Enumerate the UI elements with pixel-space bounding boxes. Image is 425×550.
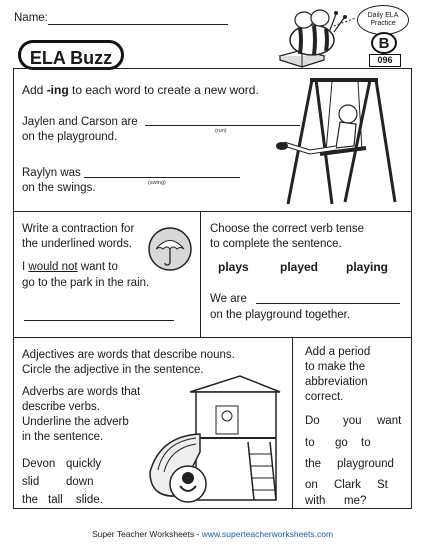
sentence2-start: Raylyn was	[22, 167, 81, 179]
verb-option-played[interactable]: played	[280, 260, 319, 274]
question-word: go	[335, 437, 348, 449]
question-word: Do	[305, 415, 320, 427]
question-word: to	[305, 437, 315, 449]
section3-sentence-2: on the playground together.	[210, 309, 351, 321]
section2-instruction-2: the underlined words.	[22, 238, 132, 250]
bee-reading-icon	[272, 4, 362, 68]
section3-sentence-1: We are	[210, 293, 247, 305]
verb-answer-line[interactable]	[256, 303, 400, 304]
sentence2-end: on the swings.	[22, 182, 96, 194]
name-line[interactable]	[48, 24, 228, 25]
section5-instruction-3: abbreviation	[305, 376, 368, 388]
umbrella-icon	[147, 226, 193, 272]
section1-instruction: Add -ing to each word to create a new word.	[22, 83, 259, 97]
child-on-swing-illustration	[270, 74, 405, 206]
daily-ela-badge: Daily ELA Practice	[357, 5, 409, 35]
section5-instruction-2: to make the	[305, 361, 366, 373]
page-title: ELA Buzz	[18, 40, 124, 70]
playground-slide-illustration	[130, 372, 288, 506]
question-word: want	[377, 415, 402, 427]
hint-run: (run)	[215, 128, 227, 134]
answer-line-swing[interactable]	[84, 177, 240, 178]
section2-instruction-1: Write a contraction for	[22, 223, 135, 235]
section3-instruction-2: to complete the sentence.	[210, 238, 342, 250]
divider	[13, 211, 412, 212]
sentence-word[interactable]: slid	[22, 476, 40, 488]
name-label: Name:	[14, 12, 48, 24]
question-word: you	[343, 415, 362, 427]
abbreviation-st[interactable]: St	[377, 479, 388, 491]
question-word: Clark	[334, 479, 361, 491]
sentence-word[interactable]: the	[22, 494, 38, 506]
section3-instruction-1: Choose the correct verb tense	[210, 223, 365, 235]
sentence-word[interactable]: down	[66, 476, 94, 488]
footer-link[interactable]: www.superteacherworksheets.com	[201, 529, 334, 539]
question-word: on	[305, 479, 318, 491]
adverb-instruction-3: Underline the adverb	[22, 416, 129, 428]
sentence-word[interactable]: slide.	[76, 494, 103, 506]
hint-swing: (swing)	[148, 180, 166, 186]
level-badge: B	[371, 32, 397, 54]
section2-sentence-2: go to the park in the rain.	[22, 277, 150, 289]
adverb-instruction-4: in the sentence.	[22, 431, 104, 443]
adjective-instruction-1: Adjectives are words that describe nouns.	[22, 349, 235, 361]
sentence1-end: on the playground.	[22, 131, 118, 143]
question-word: me?	[344, 495, 367, 507]
divider	[13, 337, 412, 338]
question-word: playground	[337, 458, 394, 470]
sentence-word[interactable]: quickly	[66, 458, 102, 470]
contraction-answer-line[interactable]	[24, 320, 174, 321]
section5-instruction-4: correct.	[305, 391, 344, 403]
underlined-words: would not	[28, 261, 78, 273]
sentence-word[interactable]: tall	[48, 494, 63, 506]
adverb-instruction-2: describe verbs.	[22, 401, 100, 413]
verb-option-plays[interactable]: plays	[218, 260, 249, 274]
verb-option-playing[interactable]: playing	[346, 260, 389, 274]
question-word: the	[305, 458, 321, 470]
adverb-instruction-1: Adverbs are words that	[22, 386, 141, 398]
divider	[200, 211, 201, 337]
section2-sentence-1: I would not want to	[22, 261, 118, 273]
section5-instruction-1: Add a period	[305, 346, 371, 358]
footer-credit: Super Teacher Worksheets - www.superteacherworksheets.com	[91, 529, 334, 539]
adjective-instruction-2: Circle the adjective in the sentence.	[22, 364, 204, 376]
question-word: with	[305, 495, 326, 507]
question-word: to	[361, 437, 371, 449]
sentence-word[interactable]: Devon	[22, 458, 56, 470]
worksheet-number: 096	[369, 54, 401, 67]
divider	[292, 337, 293, 509]
sentence1-start: Jaylen and Carson are	[22, 116, 138, 128]
